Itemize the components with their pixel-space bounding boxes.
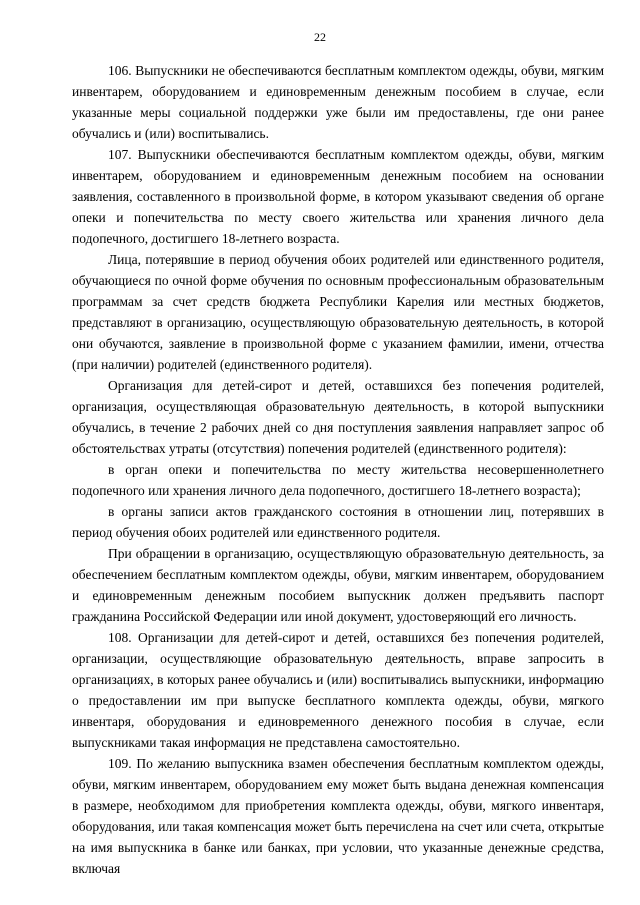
paragraph-passport-requirement: При обращении в организацию, осуществляющую образовательную деятельность, за обеспечением бесплатным комплектом одежды, обуви, мягким инвентарем, оборудованием и единовременным денежным пособием выпускник должен предъявить паспорт гражданина Российской Федерации или иной документ, удостоверяющий его личность. xyxy=(72,546,604,624)
paragraph-107: 107. Выпускники обеспечиваются бесплатным комплектом одежды, обуви, мягким инвентарем, оборудованием и единовременным денежным пособием на основании заявления, составленного в произвольной форме, в котором указывают сведения об органе опеки и попечительства по месту своего жительства или хранения личного дела подопечного, достигшего 18-летнего возраста. xyxy=(72,147,604,246)
list-item-guardianship-authority: в орган опеки и попечительства по месту жительства несовершеннолетнего подопечного или хранения личного дела подопечного, достигшего 18-летнего возраста); xyxy=(72,462,604,498)
page-number: 22 xyxy=(314,30,326,44)
document-body xyxy=(72,60,604,879)
paragraph-108: 108. Организации для детей-сирот и детей, оставшихся без попечения родителей, организации, осуществляющие образовательную деятельность, вправе запросить в организациях, в которых ранее обучались и (или) воспитывались выпускники, информацию о предоставлении им при выпуске бесплатного комплекта одежды, обуви, мягкого инвентаря, оборудования и единовременного денежного пособия в случае, если выпускниками такая информация не представлена самостоятельно. xyxy=(72,630,604,750)
paragraph-organization-request: Организация для детей-сирот и детей, оставшихся без попечения родителей, организация, осуществляющая образовательную деятельность, в которой выпускники обучались, в течение 2 рабочих дней со дня поступления заявления направляет запрос об обстоятельствах утраты (отсутствия) попечения родителей (единственного родителя): xyxy=(72,378,604,456)
paragraph-109: 109. По желанию выпускника взамен обеспечения бесплатным комплектом одежды, обуви, мягким инвентарем, оборудованием ему может быть выдана денежная компенсация в размере, необходимом для приобретения комплекта одежды, обуви, мягкого инвентаря, оборудования, или такая компенсация может быть перечислена на счет или счета, открытые на имя выпускника в банке или банках, при условии, что указанные денежные средства, включая xyxy=(72,756,604,876)
paragraph-106: 106. Выпускники не обеспечиваются бесплатным комплектом одежды, обуви, мягким инвентарем, оборудованием и единовременным денежным пособием в случае, если указанные меры социальной поддержки уже были им предоставлены, где они ранее обучались и (или) воспитывались. xyxy=(72,63,604,141)
list-item-civil-registry: в органы записи актов гражданского состояния в отношении лиц, потерявших в период обучения обоих родителей или единственного родителя. xyxy=(72,504,604,540)
paragraph-orphaned-students: Лица, потерявшие в период обучения обоих родителей или единственного родителя, обучающиеся по очной форме обучения по основным профессиональным образовательным программам за счет средств бюджета Республики Карелия или местных бюджетов, представляют в организацию, осуществляющую образовательную деятельность, в которой они обучаются, заявление в произвольной форме с указанием фамилии, имени, отчества (при наличии) родителей (единственного родителя). xyxy=(72,252,604,372)
